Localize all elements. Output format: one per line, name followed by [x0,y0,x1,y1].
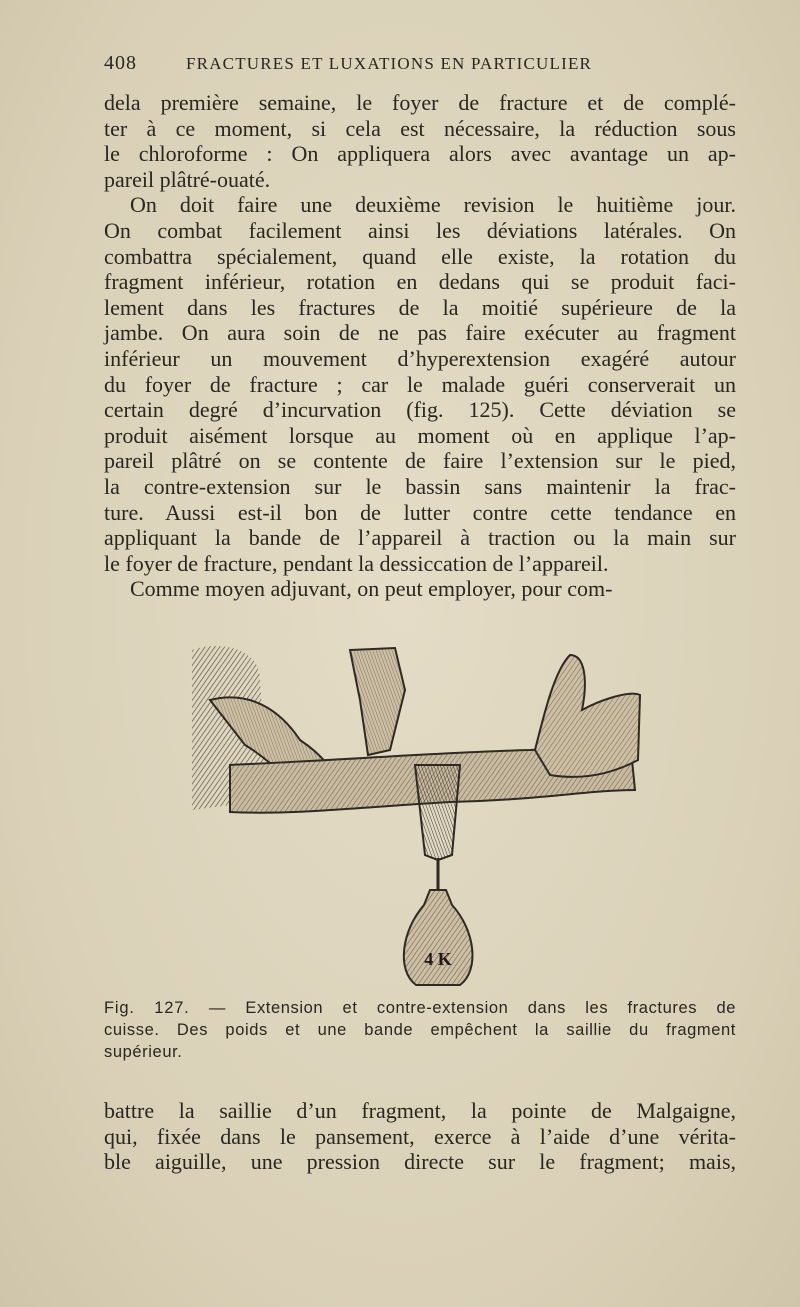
text-line: pareil plâtré-ouaté. [104,166,271,192]
text-line: On combat facilement ainsi les déviations latérales. On [104,217,736,243]
figure-caption [104,997,736,1063]
caption-line: cuisse. Des poids et une bande empêchent la saillie du fragment [104,1021,736,1039]
text-line: qui, fixée dans le pansement, exerce à l’aide d’une vérita- [104,1123,736,1149]
text-line: appliquant la bande de l’appareil à traction ou la main sur [104,525,736,551]
text-line: fragment inférieur, rotation en dedans qui se produit faci- [104,269,736,295]
text-line: ter à ce moment, si cela est nécessaire, la réduction sous [104,115,736,141]
paragraph-1 [104,90,736,192]
text-line: ble aiguille, une pression directe sur le fragment; mais, [104,1149,736,1175]
bandage-strap-shape [415,765,460,860]
caption-line-1 [104,997,736,1019]
caption-text: — Extension et contre-extension dans les fractures de [189,999,736,1017]
caption-line: supérieur. [104,1043,183,1061]
figure-illustration [190,640,642,990]
weight-label: 4 K [424,949,452,969]
paragraph-3 [104,576,736,602]
text-line: lement dans les fractures de la moitié supérieure de la [104,294,736,320]
text-line: pareil plâtré on se contente de faire l’extension sur le pied, [104,448,736,474]
text-line: la contre-extension sur le bassin sans maintenir la frac- [104,473,736,499]
traction-engraving [190,640,642,990]
caption-label: Fig. 127. [104,999,190,1017]
paragraph-2 [104,192,736,576]
body-text-continued [104,1098,736,1175]
text-line: jambe. On aura soin de ne pas faire exécuter au fragment [104,320,736,346]
text-line: ture. Aussi est-il bon de lutter contre cette tendance en [104,499,736,525]
text-line: certain degré d’incurvation (fig. 125). Cette déviation se [104,397,736,423]
text-line: le foyer de fracture, pendant la dessiccation de l’appareil. [104,550,609,576]
body-text [104,90,736,602]
text-line: inférieur un mouvement d’hyperextension exagéré autour [104,345,736,371]
text-line: Comme moyen adjuvant, on peut employer, pour com- [130,576,613,602]
text-line: le chloroforme : On appliquera alors avec avantage un ap- [104,141,736,167]
text-line: du foyer de fracture ; car le malade guéri conserverait un [104,371,736,397]
page-number: 408 [104,52,137,74]
text-line: produit aisément lorsque au moment où en applique l’ap- [104,422,736,448]
text-line: On doit faire une deuxième revision le huitième jour. [130,192,736,218]
text-line: battre la saillie d’un fragment, la pointe de Malgaigne, [104,1098,736,1123]
text-line: dela première semaine, le foyer de fracture et de complé- [104,90,736,115]
running-title: FRACTURES ET LUXATIONS EN PARTICULIER [186,54,593,73]
text-line: combattra spécialement, quand elle existe, la rotation du [104,243,736,269]
